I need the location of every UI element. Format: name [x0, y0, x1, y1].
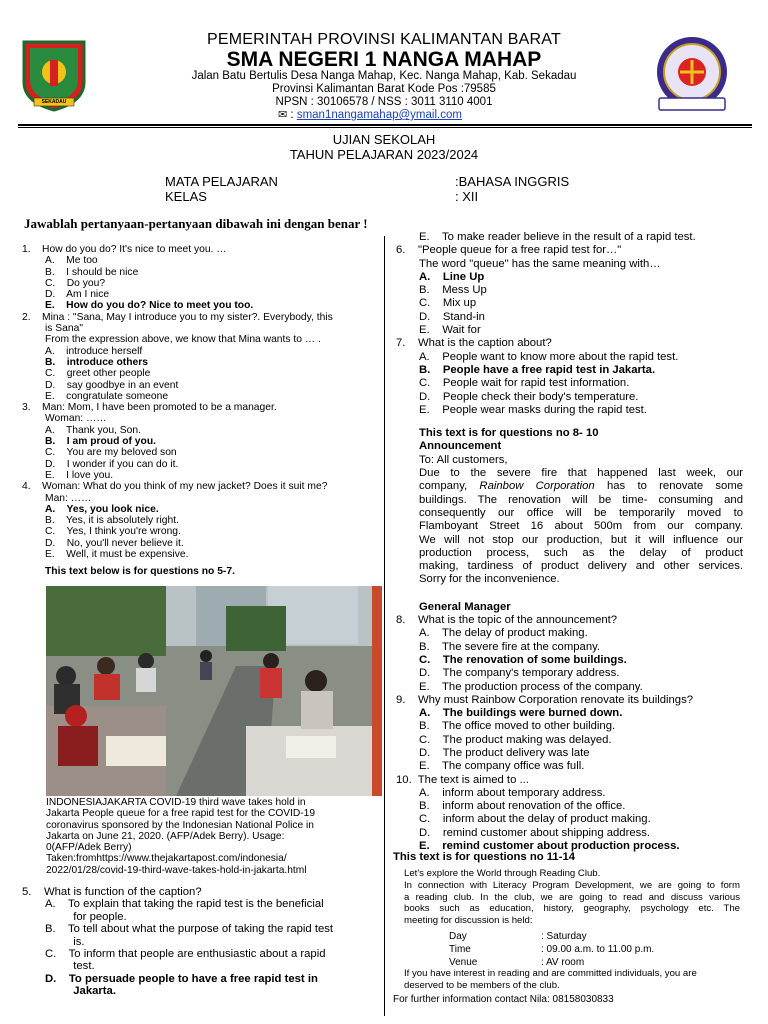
npsn-line: NPSN : 30106578 / NSS : 3011 3110 4001: [275, 96, 493, 108]
q7-option-d[interactable]: D. People check their body's temperature.: [419, 390, 639, 403]
announcement-line: production process, such as the delay of product: [419, 546, 743, 559]
announcement-line: Sorry for the inconvenience.: [419, 573, 560, 586]
q6-option-b[interactable]: B. Mess Up: [419, 284, 487, 297]
q4-option-b[interactable]: B. Yes, it is absolutely right.: [45, 515, 179, 527]
announcement-line: buildings. The renovation will be time- consuming and: [419, 493, 743, 506]
q9-options: [396, 707, 756, 773]
question-3-line-1: 3. Man: Mom, I have been promoted to be a manager.: [22, 402, 277, 414]
question-8: 8. What is the topic of the announcement?: [396, 614, 618, 627]
q7-option-b[interactable]: B. People have a free rapid test in Jakarta.: [419, 363, 656, 376]
q5-option-e[interactable]: E. To make reader believe in the result of a rapid test.: [419, 231, 696, 243]
q1-option-d[interactable]: D. Am I nice: [45, 289, 110, 301]
photo-caption: [46, 797, 382, 876]
left-column: [22, 244, 380, 578]
question-2-line-1: 2. Mina : "Sana, May I introduce you to my sister?. Everybody, this: [22, 311, 333, 323]
general-manager: General Manager: [419, 600, 511, 613]
club-line: deserved to be members of the club.: [404, 979, 560, 991]
q4-option-d[interactable]: D. No, you'll never believe it.: [45, 537, 184, 549]
q5-option-c-cont: test.: [45, 960, 95, 973]
schedule-row: [449, 943, 654, 956]
club-line: If you have interest in reading and are committed individuals, you are: [404, 968, 697, 979]
question-4-line-1: 4. Woman: What do you think of my new jacket? Does it suit me?: [22, 481, 328, 493]
q9-option-e[interactable]: E. The company office was full.: [419, 760, 585, 773]
q1-options: [22, 255, 380, 311]
q3-option-d[interactable]: D. I wonder if you can do it.: [45, 458, 179, 470]
q6-option-e[interactable]: E. Wait for: [419, 324, 481, 337]
announcement-block: [396, 427, 756, 614]
column-divider: [384, 236, 385, 1016]
question-7: 7. What is the caption about?: [396, 337, 552, 350]
q8-option-a[interactable]: A. The delay of product making.: [419, 627, 588, 640]
header-divider-thin: [18, 127, 752, 128]
club-line: books such as education, history, geography, psychology etc. The: [404, 903, 740, 915]
club-line: meeting for discussion is held:: [404, 915, 533, 927]
class-label: KELAS: [165, 189, 207, 204]
schedule-label: Day: [449, 931, 467, 942]
q10-options: [396, 787, 756, 853]
q2-option-b[interactable]: B. introduce others: [45, 356, 148, 368]
question-1: 1. How do you do? It's nice to meet you. …: [22, 244, 227, 255]
question-3-line-2: Woman: ……: [45, 413, 107, 425]
q8-options: [396, 627, 756, 693]
q2-option-c[interactable]: C. greet other people: [45, 368, 151, 380]
q1-option-b[interactable]: B. I should be nice: [45, 266, 139, 278]
q3-options: [22, 425, 380, 481]
q6-option-d[interactable]: D. Stand-in: [419, 310, 485, 323]
caption-line: Taken:fromhttps://www.thejakartapost.com/indonesia/: [46, 853, 287, 865]
q10-option-a[interactable]: A. inform about temporary address.: [419, 786, 606, 799]
q3-option-e[interactable]: E. I love you.: [45, 469, 114, 481]
question-5-block: [22, 886, 380, 998]
header-divider: [18, 124, 752, 126]
email-link[interactable]: sman1nangamahap@ymail.com: [296, 109, 462, 121]
q5-options: [22, 898, 380, 997]
q5-option-a[interactable]: A. To explain that taking the rapid test is the beneficial: [45, 898, 324, 911]
exam-title: UJIAN SEKOLAH: [332, 132, 436, 147]
q5-option-a-cont: for people.: [45, 910, 127, 923]
q8-option-e[interactable]: E. The production process of the company.: [419, 680, 643, 693]
q5-option-b-cont: is.: [45, 935, 85, 948]
question-10: 10. The text is aimed to ...: [396, 773, 529, 786]
club-closing: [404, 968, 740, 992]
email-prefix: :: [290, 109, 294, 121]
q2-option-a[interactable]: A. introduce herself: [45, 345, 143, 357]
exam-year: TAHUN PELAJARAN 2023/2024: [289, 147, 479, 162]
question-6-line-2: The word "queue" has the same meaning with…: [419, 257, 661, 270]
text-heading-5-7: This text below is for questions no 5-7.: [45, 566, 235, 578]
question-4-line-2: Man: ……: [45, 492, 92, 504]
class-value: : XII: [455, 189, 479, 204]
q8-option-d[interactable]: D. The company's temporary address.: [419, 667, 620, 680]
caption-line: 0(AFP/Adek Berry): [46, 842, 132, 854]
email-line: [278, 108, 462, 121]
text-heading-8-10: This text is for questions no 8- 10: [419, 427, 599, 440]
q4-option-c[interactable]: C. Yes, I think you're wrong.: [45, 526, 181, 538]
subject-label: MATA PELAJARAN: [165, 174, 278, 189]
q10-option-e[interactable]: E. remind customer about production process.: [419, 840, 680, 853]
q6-options: [396, 271, 756, 337]
address-line-1: Jalan Batu Bertulis Desa Nanga Mahap, Kec. Nanga Mahap, Kab. Sekadau: [191, 70, 577, 82]
q7-options: [396, 351, 756, 417]
q1-option-c[interactable]: C. Do you?: [45, 277, 106, 289]
caption-line: Jakarta on June 21, 2020. (AFP/Adek Berry). Usage:: [46, 830, 285, 842]
club-line: Let's explore the World through Reading Club.: [404, 868, 601, 879]
schedule-value: : AV room: [541, 957, 585, 968]
q3-option-c[interactable]: C. You are my beloved son: [45, 447, 177, 459]
q5-option-b[interactable]: B. To tell about what the purpose of taking the rapid test: [45, 923, 334, 936]
q9-option-a[interactable]: A. The buildings were burned down.: [419, 707, 623, 720]
q2-option-e[interactable]: E. congratulate someone: [45, 390, 169, 402]
announcement-to: To: All customers,: [419, 453, 508, 466]
q5-option-d-cont: Jakarta.: [45, 985, 116, 998]
q9-option-b[interactable]: B. The office moved to other building.: [419, 720, 616, 733]
q4-option-e[interactable]: E. Well, it must be expensive.: [45, 549, 189, 561]
schedule-row: [449, 930, 654, 943]
right-column: [396, 231, 756, 853]
school-name: SMA NEGERI 1 NANGA MAHAP: [226, 48, 542, 71]
rapid-test-photo: [46, 586, 382, 796]
q4-option-a[interactable]: A. Yes, you look nice.: [45, 503, 159, 515]
q7-option-c[interactable]: C. People wait for rapid test information.: [419, 377, 630, 390]
q2-option-d[interactable]: D. say goodbye in an event: [45, 379, 179, 391]
caption-line: Jakarta People queue for a free rapid test for the COVID-19: [46, 808, 315, 820]
instruction: Jawablah pertanyaan-pertanyaan dibawah ini dengan benar !: [24, 216, 368, 231]
q4-options: [22, 504, 380, 560]
text-heading-11-14: This text is for questions no 11-14: [393, 851, 576, 863]
announcement-line: consequently our office will be temporarily moved to: [419, 506, 743, 519]
q1-option-a[interactable]: A. Me too: [45, 255, 98, 267]
announcement-title: Announcement: [419, 440, 502, 453]
q5-option-d[interactable]: D. To persuade people to have a free rapid test in: [45, 972, 318, 985]
q8-option-c[interactable]: C. The renovation of some buildings.: [419, 653, 627, 666]
q9-option-c[interactable]: C. The product making was delayed.: [419, 733, 612, 746]
caption-line: 2022/01/28/covid-19-third-wave-takes-hold-in-jakarta.html: [46, 864, 307, 876]
q7-option-e[interactable]: E. People wear masks during the rapid test.: [419, 403, 647, 416]
announcement-line: We will not stop our production, but it will influence our: [419, 533, 743, 546]
subject-value: :BAHASA INGGRIS: [455, 174, 570, 189]
schedule-label: Venue: [449, 957, 478, 968]
question-5: 5. What is function of the caption?: [22, 886, 202, 898]
club-line: a reading club. In the club, we are going to read and discuss various: [404, 891, 740, 903]
q2-options: [22, 346, 380, 402]
question-2-line-3: From the expression above, we know that Mina wants to … .: [45, 334, 321, 346]
q8-option-b[interactable]: B. The severe fire at the company.: [419, 640, 601, 653]
q3-option-b[interactable]: B. I am proud of you.: [45, 436, 156, 448]
schedule-label: Time: [449, 944, 471, 955]
question-9: 9. Why must Rainbow Corporation renovate its buildings?: [396, 693, 694, 706]
reading-club-text: [404, 868, 740, 927]
gov-name: PEMERINTAH PROVINSI KALIMANTAN BARAT: [207, 31, 561, 48]
q5-option-c[interactable]: C. To inform that people are enthusiastic about a rapid: [45, 948, 326, 961]
club-line: In connection with Literacy Program Development, we are going to form: [404, 879, 740, 891]
q10-option-b[interactable]: B. inform about renovation of the office.: [419, 800, 626, 813]
q6-option-a[interactable]: A. Line Up: [419, 270, 485, 283]
caption-line: INDONESIAJAKARTA COVID-19 third wave takes hold in: [46, 797, 306, 808]
q10-option-d[interactable]: D. remind customer about shipping address.: [419, 826, 651, 839]
q7-option-a[interactable]: A. People want to know more about the rapid test.: [419, 350, 679, 363]
q1-option-e[interactable]: E. How do you do? Nice to meet you too.: [45, 300, 254, 312]
announcement-line: making, tardiness of product delivery and other services.: [419, 560, 743, 573]
envelope-icon: ✉: [278, 109, 288, 121]
question-2-line-2: is Sana": [45, 323, 83, 335]
schedule: [449, 930, 654, 969]
question-6-line-1: 6. "People queue for a free rapid test for…": [396, 244, 622, 257]
logo-label: SEKADAU: [41, 99, 67, 105]
schedule-value: : Saturday: [541, 931, 587, 942]
caption-line: coronavirus sponsored by the Indonesian National Police in: [46, 819, 314, 831]
announcement-line: Flamboyant Street 16 about 500m from our company.: [419, 520, 743, 533]
q9-option-d[interactable]: D. The product delivery was late: [419, 746, 590, 759]
address-line-2: Provinsi Kalimantan Barat Kode Pos :79585: [272, 83, 496, 95]
q3-option-a[interactable]: A. Thank you, Son.: [45, 424, 141, 436]
announcement-body: [419, 467, 743, 573]
q6-option-c[interactable]: C. Mix up: [419, 297, 477, 310]
schedule-value: : 09.00 a.m. to 11.00 p.m.: [541, 944, 655, 955]
announcement-line: Due to the severe fire that happened last week, our: [419, 467, 743, 480]
q10-option-c[interactable]: C. inform about the delay of product making.: [419, 813, 651, 826]
contact-line: For further information contact Nila: 08158030833: [393, 994, 614, 1005]
announcement-line: company, Rainbow Corporation has to renovate some: [419, 480, 744, 493]
